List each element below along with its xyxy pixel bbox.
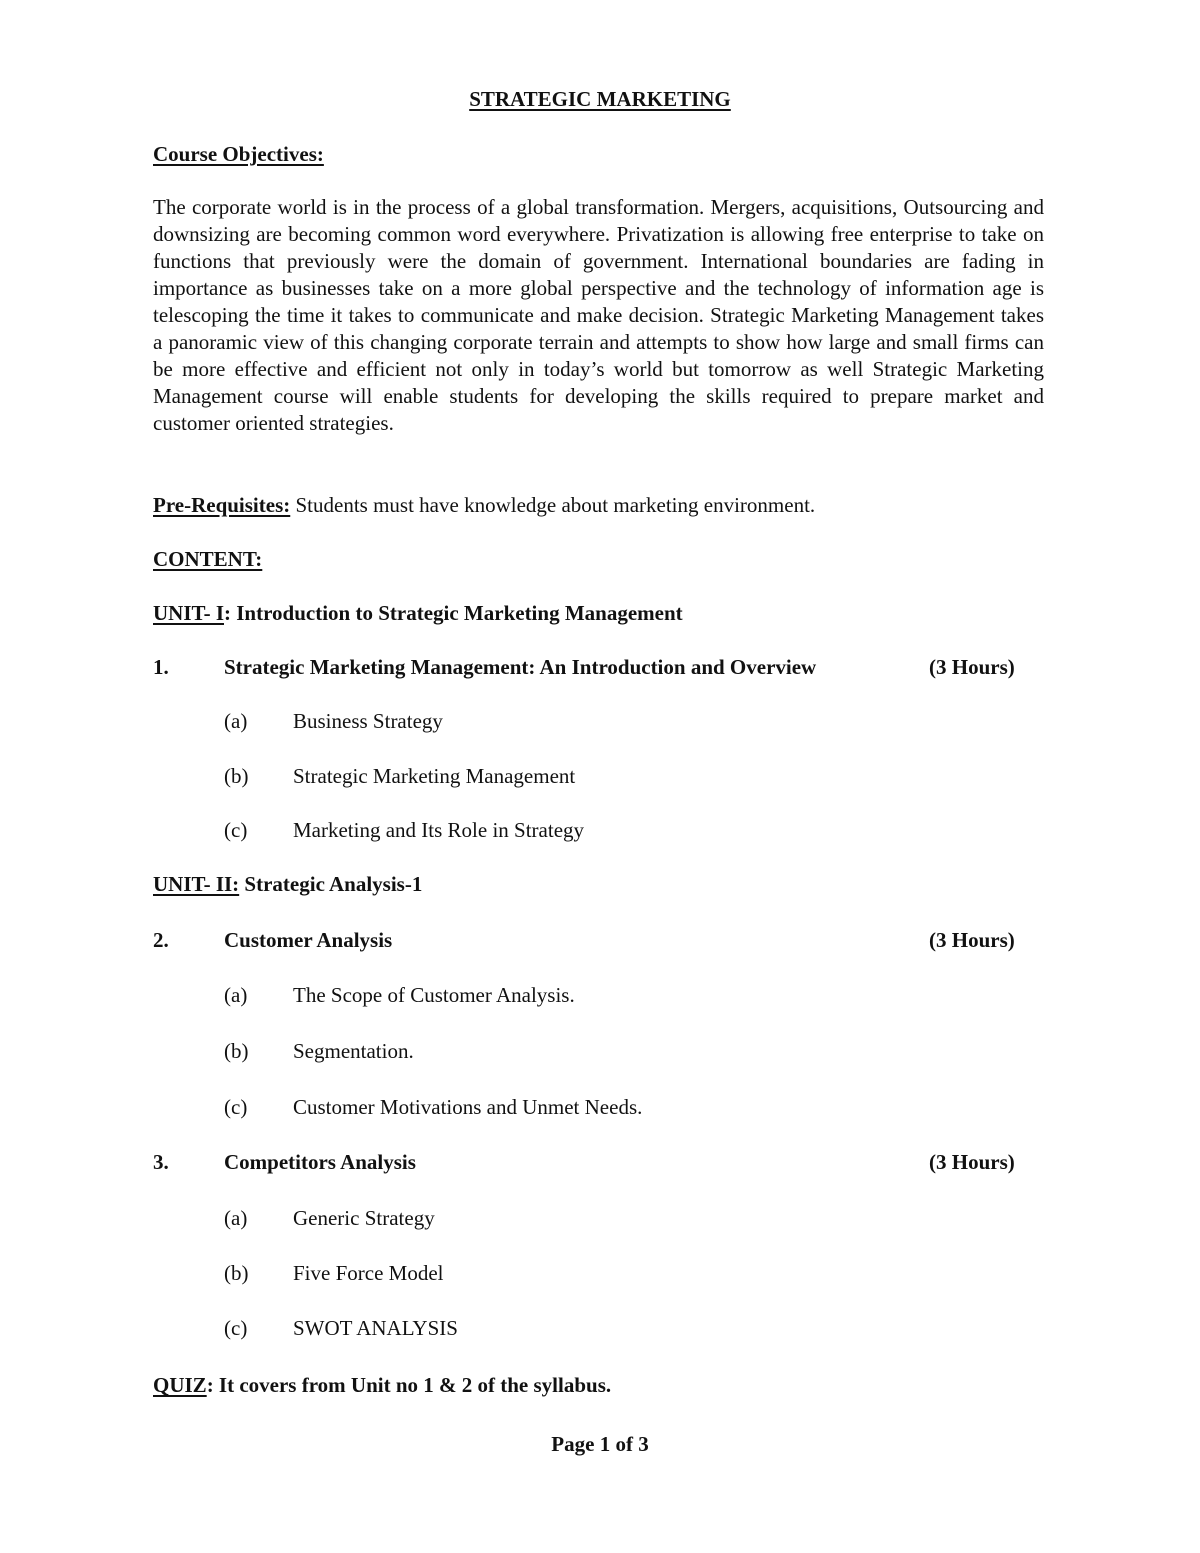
item-letter: (b) (224, 1039, 249, 1063)
item-text: SWOT ANALYSIS (293, 1316, 458, 1340)
item-text: Customer Motivations and Unmet Needs. (293, 1095, 643, 1119)
unit-title: : Introduction to Strategic Marketing Management (224, 601, 683, 625)
item-text: Generic Strategy (293, 1206, 435, 1230)
quiz-text: : It covers from Unit no 1 & 2 of the syllabus. (206, 1373, 612, 1397)
section-title: Customer Analysis (224, 928, 393, 952)
prerequisites-label: Pre-Requisites: (153, 493, 291, 517)
section-hours: (3 Hours) (929, 1150, 1015, 1174)
item-letter: (b) (224, 1261, 249, 1285)
section-hours: (3 Hours) (929, 655, 1015, 679)
unit-label: UNIT- II: (153, 872, 240, 896)
section-title: Strategic Marketing Management: An Introduction and Overview (224, 655, 817, 679)
item-text: Segmentation. (293, 1039, 414, 1063)
unit-title: Strategic Analysis-1 (239, 872, 423, 896)
objectives-heading: Course Objectives: (153, 142, 324, 166)
quiz-label: QUIZ (153, 1373, 207, 1397)
prerequisites-line (153, 492, 815, 519)
item-letter: (c) (224, 818, 248, 842)
item-letter: (b) (224, 764, 249, 788)
item-letter: (c) (224, 1095, 248, 1119)
unit-label: UNIT- I (153, 601, 224, 625)
section-number: 2. (153, 928, 169, 952)
item-text: Business Strategy (293, 709, 443, 733)
item-letter: (c) (224, 1316, 248, 1340)
item-text: Five Force Model (293, 1261, 444, 1285)
section-title: Competitors Analysis (224, 1150, 416, 1174)
prerequisites-text: Students must have knowledge about marketing environment. (290, 493, 816, 517)
item-text: Strategic Marketing Management (293, 764, 576, 788)
section-hours: (3 Hours) (929, 928, 1015, 952)
item-text: Marketing and Its Role in Strategy (293, 818, 585, 842)
section-number: 3. (153, 1150, 169, 1174)
item-letter: (a) (224, 709, 248, 733)
document-title: STRATEGIC MARKETING (469, 87, 731, 111)
page-footer: Page 1 of 3 (551, 1432, 649, 1456)
section-number: 1. (153, 655, 169, 679)
unit-heading (153, 600, 683, 627)
objectives-paragraph: The corporate world is in the process of a global transformation. Mergers, acquisitions, Outsourcing and downsizing are becoming common word everywhere. Privatization is allowing free enterprise to take on functions that previously were the domain of government. International boundaries are fading in importance as businesses take on a more global perspective and the technology of information age is telescoping the time it takes to communicate and make decision. Strategic Marketing Management takes a panoramic view of this changing corporate terrain and attempts to show how large and small firms can be more effective and efficient not only in today’s world but tomorrow as well Strategic Marketing Management course will enable students for developing the skills required to prepare market and customer oriented strategies. (153, 195, 1044, 435)
unit-heading (153, 871, 422, 898)
quiz-line (153, 1372, 611, 1399)
item-letter: (a) (224, 983, 248, 1007)
item-letter: (a) (224, 1206, 248, 1230)
item-text: The Scope of Customer Analysis. (293, 983, 575, 1007)
content-heading: CONTENT: (153, 547, 263, 571)
